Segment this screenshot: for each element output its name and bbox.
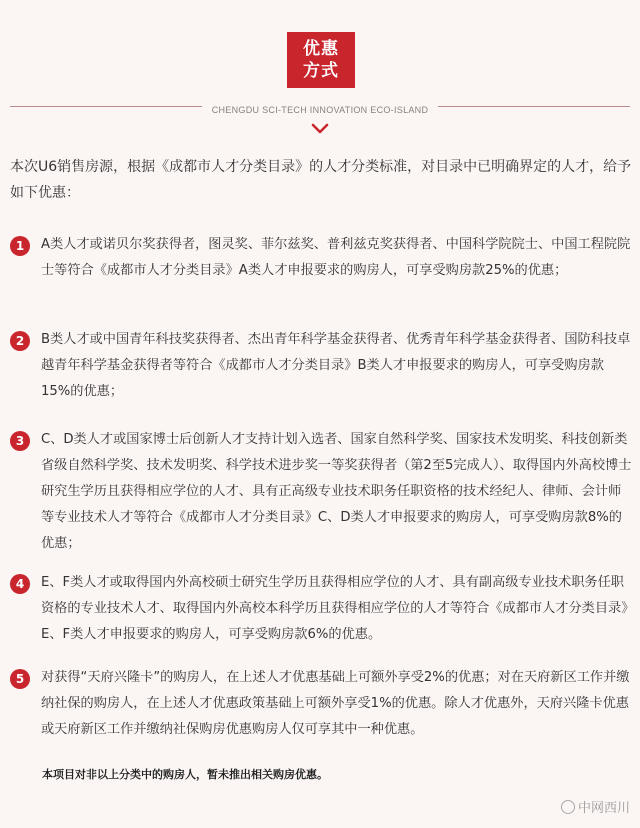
header-subtitle-wrap	[0, 98, 640, 117]
watermark-text: 中网西川	[577, 801, 630, 816]
list-item	[10, 665, 632, 743]
item-text: E、F类人才或取得国内外高校硕士研究生学历且获得相应学位的人才、具有副高级专业技术职务任职资格的专业技术人才、取得国内外高校本科学历且获得相应学位的人才等符合《成都市人才分类目录》E、F类人才申报要求的购房人，可享受购房款6%的优惠。	[41, 575, 628, 642]
item-text: C、D类人才或国家博士后创新人才支持计划入选者、国家自然科学奖、国家技术发明奖、科技创新类省级自然科学奖、技术发明奖、科学技术进步奖一等奖获得者（第2至5完成人）、取得国内外高校博士研究生学历且获得相应学位的人才、具有正高级专业技术职务任职资格的技术经纪人、律师、会计师等专业技术人才等符合《成都市人才分类目录》C、D类人才申报要求的购房人，可享受购房款8%的优惠；	[41, 432, 632, 551]
list-item	[10, 570, 632, 648]
footnote: 本项目对非以上分类中的购房人，暂未推出相关购房优惠。	[42, 768, 328, 781]
watermark-logo-icon	[561, 800, 575, 814]
item-number-badge: 2	[10, 331, 30, 351]
item-number-badge: 5	[10, 669, 30, 689]
item-text: A类人才或诺贝尔奖获得者，图灵奖、菲尔兹奖、普利兹克奖获得者、中国科学院院士、中国工程院院士等符合《成都市人才分类目录》A类人才申报要求的购房人，可享受购房款25%的优惠；	[41, 237, 631, 278]
list-item	[10, 427, 632, 557]
item-number-badge: 1	[10, 236, 30, 256]
item-text: B类人才或中国青年科技奖获得者、杰出青年科学基金获得者、优秀青年科学基金获得者、国防科技卓越青年科学基金获得者等符合《成都市人才分类目录》B类人才申报要求的购房人，可享受购房款15%的优惠；	[41, 332, 631, 399]
section-title-badge	[287, 32, 355, 88]
chevron-down-icon	[311, 123, 329, 135]
list-item	[10, 232, 632, 284]
item-number-badge: 4	[10, 574, 30, 594]
item-text: 对获得“天府兴隆卡”的购房人，在上述人才优惠基础上可额外享受2%的优惠；对在天府新区工作并缴纳社保的购房人，在上述人才优惠政策基础上可额外享受1%的优惠。除人才优惠外，天府兴隆卡优惠或天府新区工作并缴纳社保购房优惠购房人仅可享其中一种优惠。	[41, 670, 630, 737]
title-line-2: 方式	[303, 61, 339, 81]
title-line-1: 优惠	[303, 39, 339, 59]
item-number-badge: 3	[10, 431, 30, 451]
header-subtitle: CHENGDU SCI-TECH INNOVATION ECO-ISLAND	[202, 105, 439, 115]
intro-paragraph: 本次U6销售房源，根据《成都市人才分类目录》的人才分类标准，对目录中已明确界定的人才，给予如下优惠：	[10, 159, 632, 201]
list-item	[10, 327, 632, 405]
watermark	[561, 797, 630, 816]
